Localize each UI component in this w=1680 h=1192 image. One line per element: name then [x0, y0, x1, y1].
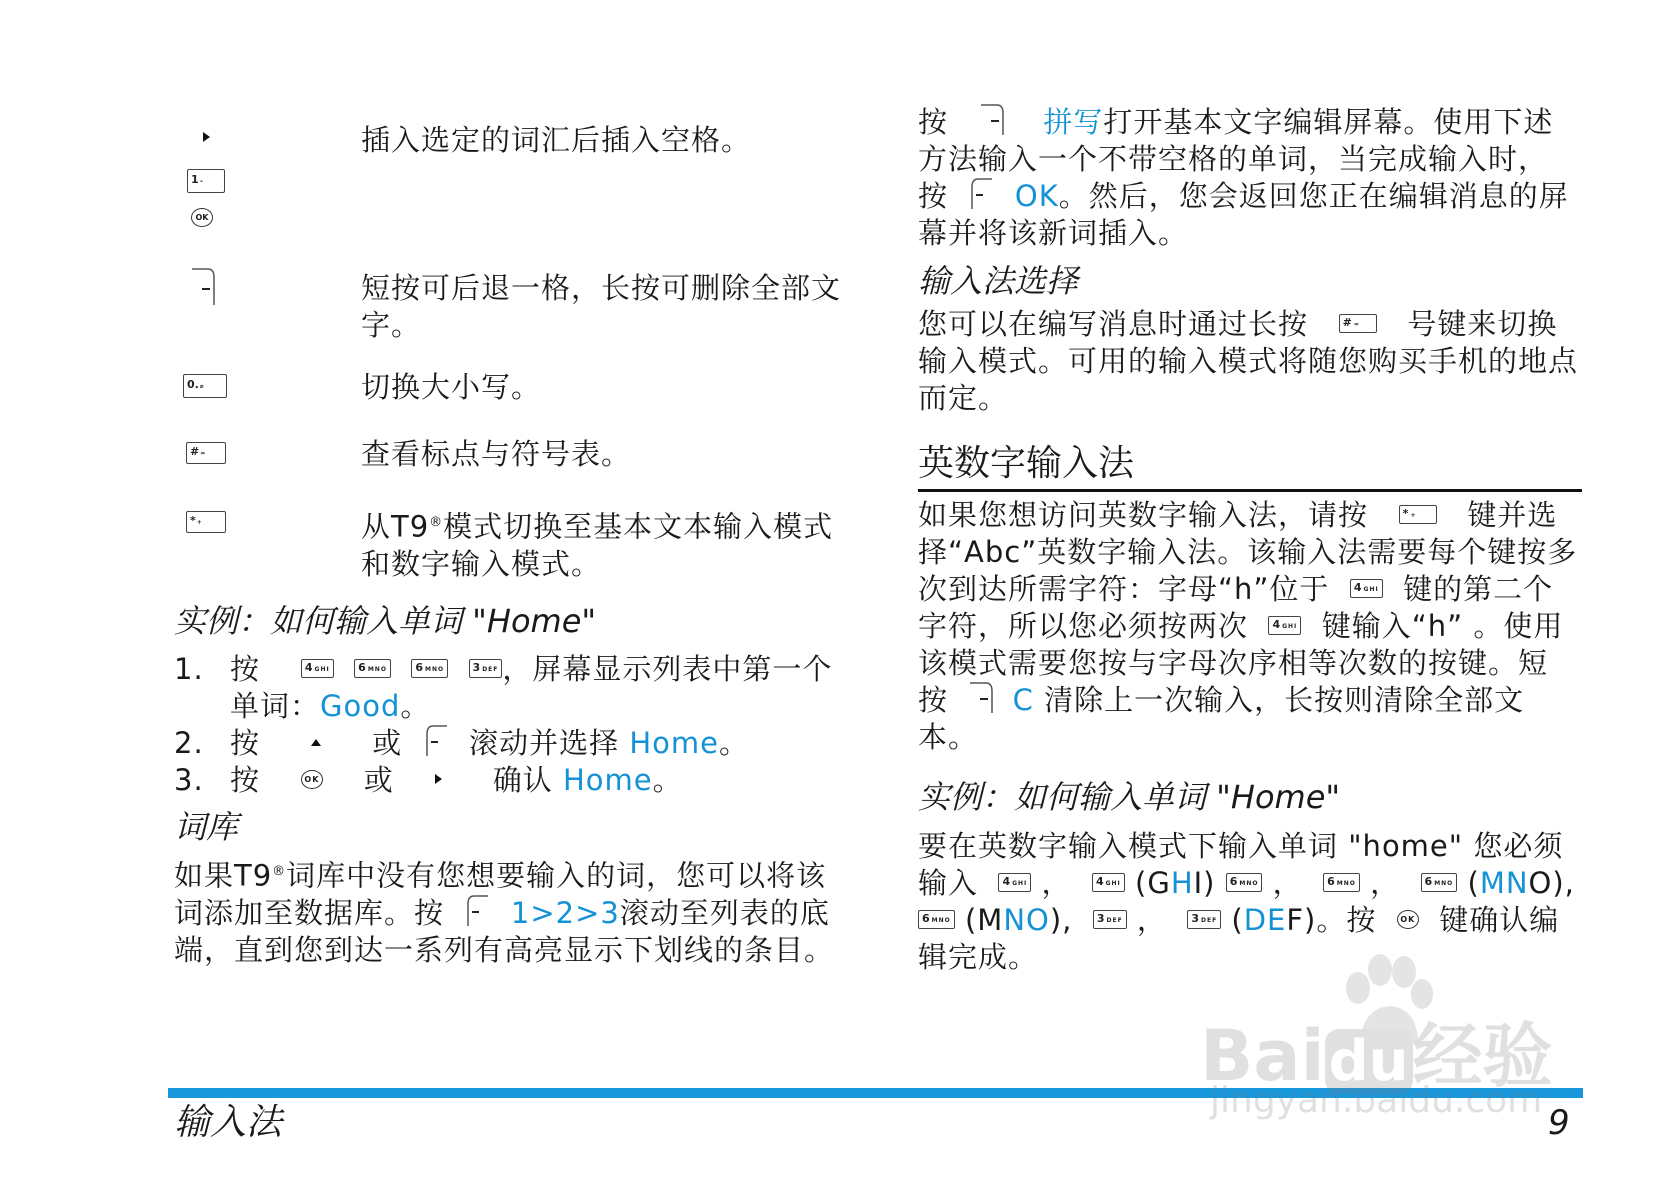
section-title: 英数字输入法: [918, 443, 1135, 484]
key-3-icon: 3DEF: [1187, 910, 1221, 929]
footer-bar: [168, 1088, 1583, 1098]
footer-title: 输入法: [174, 1102, 283, 1143]
legend-desc-4: 查看标点与符号表。: [361, 437, 632, 471]
left-example-heading: 实例：如何输入单词 "Home": [174, 602, 597, 640]
up-arrow-icon: [311, 739, 321, 746]
soft-key-right-icon: [968, 681, 1002, 715]
legend-desc-5: 从T9®模式切换至基本文本输入模式和数字输入模式。: [361, 509, 834, 581]
abc-paragraph: 如果您想访问英数字输入法，请按 *+ 键并选择“Abc”英数字输入法。该输入法需要每个键按多次到达所需字符：字母“h”位于 4GHI 键的第二个字符，所以您必须按两次 4GHI 键输入“h” 。使用该模式需要您按与字母次序相等次数的按键。短按 C 清除上一次输入，长按则清除全部文本。: [918, 498, 1578, 754]
soft-key-right-icon: [979, 103, 1013, 137]
hash-key-icon: #=: [186, 442, 226, 464]
key-4-icon: 4GHI: [1092, 873, 1125, 892]
dict-heading: 词库: [174, 808, 239, 846]
step-2: 2. 按 或 滚动并选择 Home。: [174, 726, 749, 760]
ok-key-icon: OK: [191, 208, 213, 227]
mode-heading: 输入法选择: [918, 262, 1079, 300]
example-steps: [174, 651, 842, 799]
key-4-icon: 4GHI: [998, 873, 1031, 892]
step-3: 3. 按 OK 或 确认 Home。: [174, 763, 683, 797]
star-key-icon: *+: [1399, 505, 1437, 524]
hash-key-icon: #=: [1339, 314, 1377, 333]
key-1-icon: 1⌁: [187, 169, 225, 193]
legend-desc-3: 切换大小写。: [361, 370, 542, 404]
ok-key-icon: OK: [1397, 910, 1419, 929]
soft-key-left-icon: [968, 177, 994, 211]
example-paragraph: 要在英数字输入模式下输入单词 "home" 您必须输入 4GHI ， 4GHI (GHI) 6MNO ， 6MNO ， 6MNO (MNO), 6MNO (MNO), 3DEF ， 3DEF (DEF)。按 OK 键确认编辑完成。: [918, 829, 1575, 974]
soft-key-left-icon: [464, 894, 490, 928]
ok-key-icon: OK: [301, 770, 323, 789]
legend-desc-1: 插入选定的词汇后插入空格。: [361, 123, 752, 157]
step-1: 1. 按 4GHI 6MNO 6MNO 3DEF ，屏幕显示列表中第一个单词：Good。: [174, 652, 833, 723]
key-0-icon: 0.⌀: [183, 374, 227, 398]
mode-paragraph: 您可以在编写消息时通过长按 #= 号键来切换输入模式。可用的输入模式将随您购买手机的地点而定。: [918, 307, 1579, 415]
legend-desc-2: 短按可后退一格，长按可删除全部文字。: [361, 271, 842, 342]
key-6-icon: 6MNO: [354, 659, 391, 678]
key-3-icon: 3DEF: [1093, 910, 1127, 929]
key-6-icon: 6MNO: [1323, 873, 1360, 892]
right-arrow-icon: [203, 132, 210, 142]
dict-paragraph: 如果T9®词库中没有您想要输入的词，您可以将该词添加至数据库。按 1>2>3滚动至列表的底端，直到您到达一系列有高亮显示下划线的条目。: [174, 858, 835, 967]
key-4-icon: 4GHI: [1350, 579, 1383, 598]
soft-key-left-icon: [423, 724, 449, 758]
right-example-heading: 实例：如何输入单词 "Home": [918, 778, 1341, 816]
baidu-watermark: Baidu经验 jingyan.baidu.com: [1200, 950, 1590, 1130]
key-6-icon: 6MNO: [1421, 873, 1458, 892]
key-6-icon: 6MNO: [918, 910, 955, 929]
section-rule: [918, 489, 1582, 492]
key-3-icon: 3DEF: [469, 659, 503, 678]
soft-key-right-icon: [190, 267, 224, 307]
right-arrow-icon: [435, 774, 442, 784]
key-4-icon: 4GHI: [1268, 616, 1301, 635]
intro-paragraph: 按 拼写打开基本文字编辑屏幕。使用下述方法输入一个不带空格的单词，当完成输入时，按 OK。然后，您会返回您正在编辑消息的屏幕并将该新词插入。: [918, 105, 1569, 250]
key-6-icon: 6MNO: [1226, 873, 1263, 892]
star-key-icon: *+: [186, 511, 226, 533]
key-6-icon: 6MNO: [411, 659, 448, 678]
key-4-icon: 4GHI: [301, 659, 334, 678]
page-number: 9: [1548, 1103, 1570, 1143]
